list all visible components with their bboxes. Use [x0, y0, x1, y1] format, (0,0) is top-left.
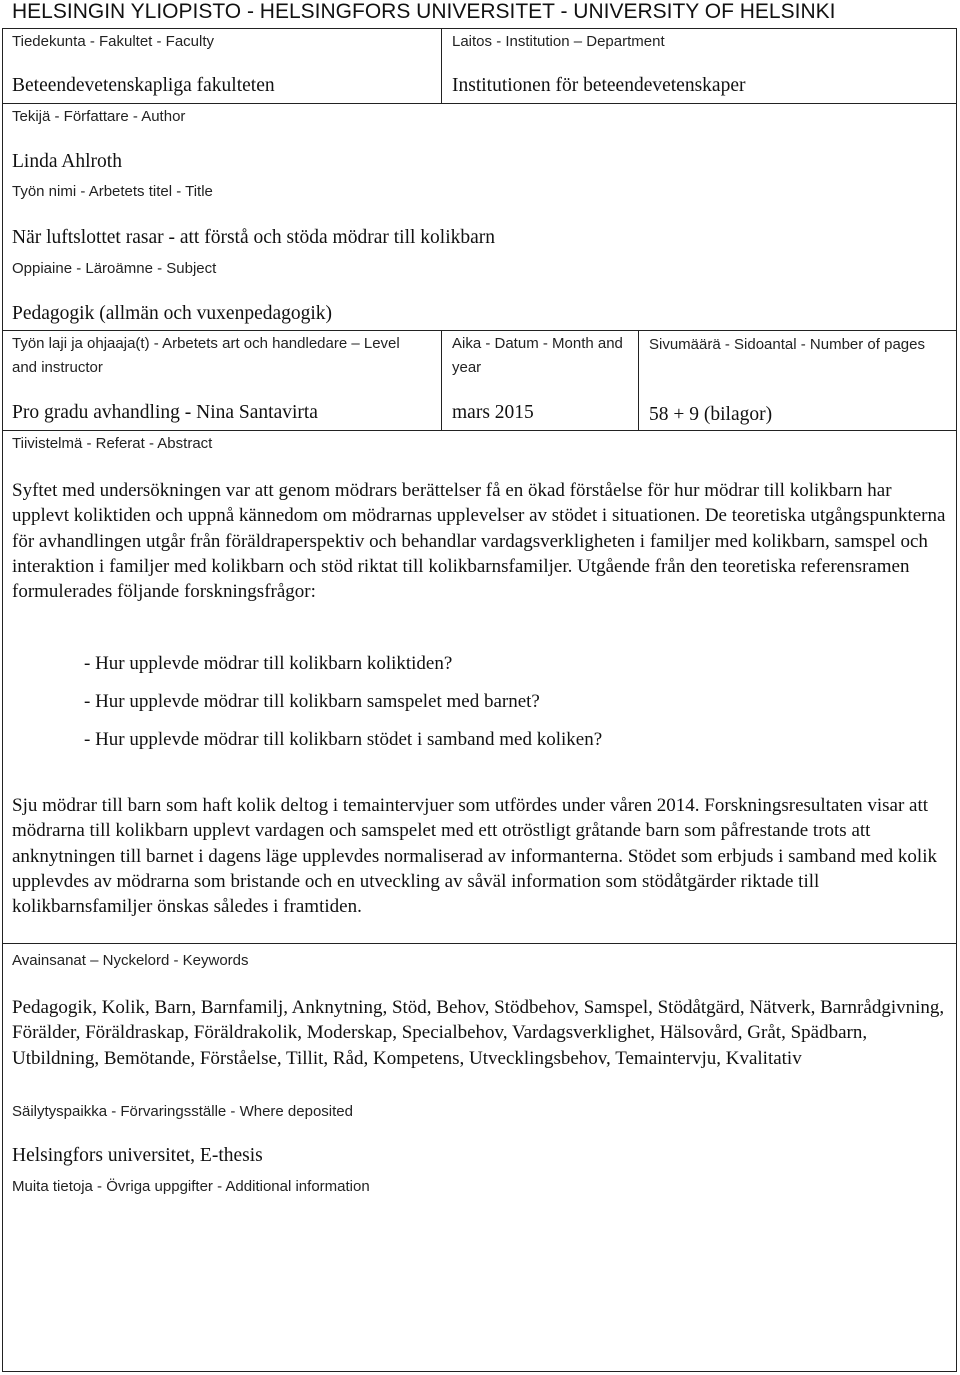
faculty-label: Tiedekunta - Fakultet - Faculty — [12, 33, 215, 50]
research-question-3: - Hur upplevde mödrar till kolikbarn stödet i samband med koliken? — [84, 729, 603, 750]
deposited-value: Helsingfors universitet, E-thesis — [12, 1145, 263, 1166]
date-pages-divider — [638, 330, 639, 430]
row-divider-faculty — [2, 103, 957, 104]
pages-label: Sivumäärä - Sidoantal - Number of pages — [649, 336, 925, 353]
research-question-1: - Hur upplevde mödrar till kolikbarn koliktiden? — [84, 653, 453, 674]
faculty-value: Beteendevetenskapliga fakulteten — [12, 75, 275, 96]
deposited-label: Säilytyspaikka - Förvaringsställe - Where deposited — [12, 1103, 353, 1120]
research-question-2: - Hur upplevde mödrar till kolikbarn samspelet med barnet? — [84, 691, 540, 712]
department-label: Laitos - Institution – Department — [452, 33, 665, 50]
additional-info-label: Muita tietoja - Övriga uppgifter - Additional information — [12, 1178, 370, 1195]
department-value: Institutionen för beteendevetenskaper — [452, 75, 746, 96]
date-label: Aika - Datum - Month and year — [452, 335, 623, 376]
abstract-paragraph-1: Syftet med undersökningen var att genom mödrars berättelser få en ökad förståelse för hur mödrar till kolikbarn har upplevt koliktiden och uppnå kännedom om mödrarnas upplevelser av stödet i situationen. De teoretiska utgångspunkterna för avhandlingen utgår från föräldraperspektiv och behandlar vardagsverkligheten i familjer med kolikbarn, samspel och interaktion i familjer med kolikbarn och stöd riktat till kolikbarnsfamiljer. Utgående från den teoretiska referensramen formulerades följande forskningsfrågor: — [12, 480, 946, 603]
author-value: Linda Ahlroth — [12, 151, 122, 172]
title-label: Työn nimi - Arbetets titel - Title — [12, 183, 213, 200]
faculty-department-divider — [441, 28, 442, 103]
author-label: Tekijä - Författare - Author — [12, 108, 186, 125]
row-divider-subject — [2, 330, 957, 331]
level-date-divider — [441, 330, 442, 430]
university-heading: HELSINGIN YLIOPISTO - HELSINGFORS UNIVERSITET - UNIVERSITY OF HELSINKI — [12, 0, 836, 23]
keywords-label: Avainsanat – Nyckelord - Keywords — [12, 952, 249, 969]
subject-value: Pedagogik (allmän och vuxenpedagogik) — [12, 303, 333, 324]
pages-value: 58 + 9 (bilagor) — [649, 404, 773, 425]
subject-label: Oppiaine - Läroämne - Subject — [12, 260, 217, 277]
title-value: När luftslottet rasar - att förstå och stöda mödrar till kolikbarn — [12, 227, 496, 248]
level-label: Työn laji ja ohjaaja(t) - Arbetets art och handledare – Level and instructor — [12, 335, 400, 376]
row-divider-abstract — [2, 943, 957, 944]
level-value: Pro gradu avhandling - Nina Santavirta — [12, 402, 318, 423]
keywords-value: Pedagogik, Kolik, Barn, Barnfamilj, Anknytning, Stöd, Behov, Stödbehov, Samspel, Stödåtgärd, Nätverk, Barnrådgivning, Förälder, Föräldraskap, Föräldrakolik, Moderskap, Specialbehov, Vardagsverklighet, Hälsovård, Gråt, Spädbarn, Utbildning, Bemötande, Förståelse, Tillit, Råd, Kompetens, Utvecklingsbehov, Temaintervju, Kvalitativ — [12, 997, 945, 1069]
row-divider-level — [2, 430, 957, 431]
date-value: mars 2015 — [452, 402, 534, 423]
abstract-paragraph-2: Sju mödrar till barn som haft kolik deltog i temaintervjuer som utfördes under våren 2014. Forskningsresultaten visar att mödrarna till kolikbarn upplevt vardagen och samspelet med ett otröstligt gråtande barn som påfrestande trots att anknytningen till barnet i dagens läge upplevdes normaliserad av informanterna. Stödet som erbjuds i samband med kolik upplevdes av mödrarna som bristande och en utveckling av såväl information som stödåtgärder riktade till kolikbarnsfamiljer önskas således i framtiden. — [12, 795, 937, 918]
abstract-label: Tiivistelmä - Referat - Abstract — [12, 435, 213, 452]
